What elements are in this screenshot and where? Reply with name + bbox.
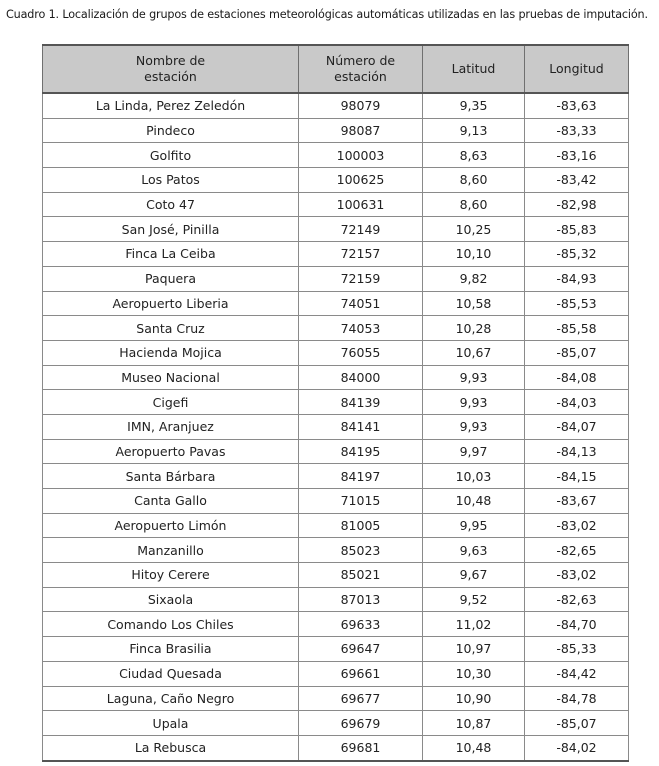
header-station-number-line1: Número de (325, 53, 396, 68)
cell-station-number: 100625 (299, 168, 423, 193)
cell-latitude: 10,58 (423, 291, 525, 316)
cell-station-number: 100631 (299, 192, 423, 217)
cell-station-number: 69679 (299, 711, 423, 736)
cell-station-number: 72157 (299, 242, 423, 267)
cell-station-number: 72159 (299, 266, 423, 291)
cell-station-name: Aeropuerto Liberia (43, 291, 299, 316)
cell-station-number: 69681 (299, 735, 423, 760)
cell-station-number: 84141 (299, 414, 423, 439)
cell-station-number: 71015 (299, 489, 423, 514)
table-row (43, 217, 629, 242)
cell-longitude: -84,02 (525, 735, 629, 760)
table-row (43, 118, 629, 143)
cell-latitude: 10,25 (423, 217, 525, 242)
cell-latitude: 9,93 (423, 365, 525, 390)
cell-latitude: 10,90 (423, 686, 525, 711)
table-row (43, 612, 629, 637)
cell-station-number: 100003 (299, 143, 423, 168)
cell-longitude: -84,03 (525, 390, 629, 415)
cell-station-number: 69633 (299, 612, 423, 637)
cell-station-name: La Linda, Perez Zeledón (43, 93, 299, 118)
cell-station-number: 85021 (299, 563, 423, 588)
table-row (43, 711, 629, 736)
cell-station-name: Hitoy Cerere (43, 563, 299, 588)
cell-longitude: -84,07 (525, 414, 629, 439)
cell-latitude: 9,93 (423, 390, 525, 415)
cell-latitude: 9,97 (423, 439, 525, 464)
table-caption: Cuadro 1. Localización de grupos de estaciones meteorológicas automáticas utilizadas en las pruebas de imputación. (6, 8, 648, 21)
cell-longitude: -83,02 (525, 513, 629, 538)
header-station-name (43, 45, 299, 93)
cell-station-number: 74053 (299, 316, 423, 341)
cell-longitude: -83,16 (525, 143, 629, 168)
cell-station-number: 84139 (299, 390, 423, 415)
cell-latitude: 8,63 (423, 143, 525, 168)
cell-longitude: -85,83 (525, 217, 629, 242)
cell-station-name: Golfito (43, 143, 299, 168)
cell-latitude: 10,10 (423, 242, 525, 267)
cell-station-name: Hacienda Mojica (43, 340, 299, 365)
cell-latitude: 8,60 (423, 192, 525, 217)
cell-station-number: 69661 (299, 661, 423, 686)
cell-station-name: La Rebusca (43, 735, 299, 760)
cell-longitude: -84,93 (525, 266, 629, 291)
header-station-number-line2: estación (334, 69, 387, 84)
cell-longitude: -84,42 (525, 661, 629, 686)
cell-latitude: 10,48 (423, 489, 525, 514)
cell-longitude: -85,07 (525, 340, 629, 365)
cell-station-number: 81005 (299, 513, 423, 538)
cell-longitude: -83,42 (525, 168, 629, 193)
cell-station-name: Aeropuerto Pavas (43, 439, 299, 464)
cell-station-number: 84195 (299, 439, 423, 464)
cell-longitude: -85,32 (525, 242, 629, 267)
cell-station-name: IMN, Aranjuez (43, 414, 299, 439)
cell-station-name: Santa Cruz (43, 316, 299, 341)
cell-latitude: 9,67 (423, 563, 525, 588)
cell-latitude: 10,97 (423, 637, 525, 662)
cell-longitude: -82,65 (525, 538, 629, 563)
cell-station-name: Los Patos (43, 168, 299, 193)
cell-station-name: Finca La Ceiba (43, 242, 299, 267)
table-row (43, 735, 629, 760)
table-row (43, 661, 629, 686)
cell-longitude: -85,33 (525, 637, 629, 662)
cell-station-name: Laguna, Caño Negro (43, 686, 299, 711)
cell-station-name: Finca Brasilia (43, 637, 299, 662)
cell-longitude: -85,58 (525, 316, 629, 341)
cell-longitude: -84,70 (525, 612, 629, 637)
table-row (43, 439, 629, 464)
cell-station-name: Canta Gallo (43, 489, 299, 514)
table-row (43, 316, 629, 341)
table-body (43, 93, 629, 761)
cell-latitude: 11,02 (423, 612, 525, 637)
cell-station-name: Manzanillo (43, 538, 299, 563)
cell-longitude: -84,78 (525, 686, 629, 711)
cell-longitude: -83,02 (525, 563, 629, 588)
table-row (43, 143, 629, 168)
cell-station-name: Aeropuerto Limón (43, 513, 299, 538)
cell-longitude: -84,15 (525, 464, 629, 489)
table-row (43, 563, 629, 588)
table-row (43, 365, 629, 390)
cell-station-number: 69647 (299, 637, 423, 662)
header-station-number (299, 45, 423, 93)
stations-table (42, 44, 629, 762)
cell-station-name: Santa Bárbara (43, 464, 299, 489)
header-station-name-line1: Nombre de (135, 53, 206, 68)
cell-station-number: 85023 (299, 538, 423, 563)
cell-longitude: -82,63 (525, 587, 629, 612)
cell-longitude: -85,53 (525, 291, 629, 316)
table-row (43, 168, 629, 193)
table-row (43, 93, 629, 118)
cell-station-number: 98087 (299, 118, 423, 143)
header-longitude: Longitud (525, 45, 629, 93)
table-row (43, 242, 629, 267)
cell-latitude: 10,30 (423, 661, 525, 686)
cell-station-number: 87013 (299, 587, 423, 612)
cell-station-name: Cigefi (43, 390, 299, 415)
cell-station-name: Museo Nacional (43, 365, 299, 390)
cell-station-number: 98079 (299, 93, 423, 118)
table-row (43, 291, 629, 316)
cell-station-number: 84197 (299, 464, 423, 489)
table-row (43, 587, 629, 612)
cell-latitude: 9,82 (423, 266, 525, 291)
cell-station-name: San José, Pinilla (43, 217, 299, 242)
cell-station-name: Upala (43, 711, 299, 736)
table-row (43, 538, 629, 563)
cell-latitude: 8,60 (423, 168, 525, 193)
cell-longitude: -82,98 (525, 192, 629, 217)
cell-longitude: -84,08 (525, 365, 629, 390)
cell-longitude: -83,63 (525, 93, 629, 118)
table-row (43, 513, 629, 538)
cell-station-number: 76055 (299, 340, 423, 365)
table-row (43, 192, 629, 217)
cell-latitude: 9,95 (423, 513, 525, 538)
cell-station-name: Pindeco (43, 118, 299, 143)
cell-station-number: 72149 (299, 217, 423, 242)
cell-longitude: -83,67 (525, 489, 629, 514)
cell-latitude: 9,13 (423, 118, 525, 143)
cell-longitude: -84,13 (525, 439, 629, 464)
header-latitude: Latitud (423, 45, 525, 93)
cell-latitude: 9,52 (423, 587, 525, 612)
cell-station-name: Coto 47 (43, 192, 299, 217)
cell-station-number: 74051 (299, 291, 423, 316)
table-row (43, 266, 629, 291)
table-row (43, 489, 629, 514)
cell-latitude: 10,67 (423, 340, 525, 365)
table-row (43, 414, 629, 439)
cell-latitude: 9,93 (423, 414, 525, 439)
cell-station-name: Sixaola (43, 587, 299, 612)
cell-latitude: 9,35 (423, 93, 525, 118)
table-row (43, 390, 629, 415)
cell-station-name: Ciudad Quesada (43, 661, 299, 686)
header-station-name-line2: estación (144, 69, 197, 84)
cell-station-number: 69677 (299, 686, 423, 711)
table-row (43, 686, 629, 711)
cell-latitude: 10,48 (423, 735, 525, 760)
table-row (43, 464, 629, 489)
cell-latitude: 9,63 (423, 538, 525, 563)
cell-station-number: 84000 (299, 365, 423, 390)
cell-latitude: 10,87 (423, 711, 525, 736)
table-row (43, 340, 629, 365)
table-header-row (43, 45, 629, 93)
cell-longitude: -83,33 (525, 118, 629, 143)
cell-latitude: 10,03 (423, 464, 525, 489)
table-row (43, 637, 629, 662)
cell-latitude: 10,28 (423, 316, 525, 341)
cell-station-name: Comando Los Chiles (43, 612, 299, 637)
cell-station-name: Paquera (43, 266, 299, 291)
cell-longitude: -85,07 (525, 711, 629, 736)
